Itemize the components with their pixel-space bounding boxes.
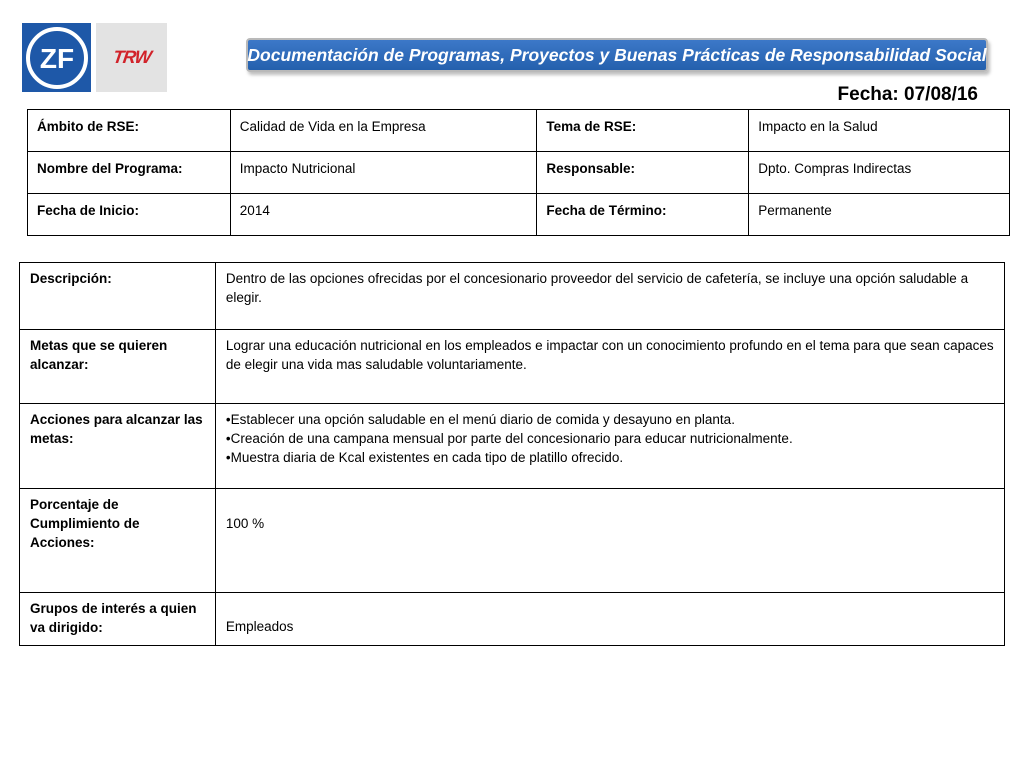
descripcion-value: Dentro de las opciones ofrecidas por el concesionario proveedor del servicio de cafetería, se incluye una opción saludable a elegir. [215,263,1004,330]
table-row [28,110,1010,152]
detail-table [19,262,1005,646]
table-row [20,489,1005,593]
list-item: •Creación de una campana mensual por parte del concesionario para educar nutricionalmente. [225,431,793,446]
inicio-value: 2014 [230,194,537,236]
summary-table [27,109,1010,236]
page-title: Documentación de Programas, Proyectos y Buenas Prácticas de Responsabilidad Social [247,44,987,65]
grupos-label: Grupos de interés a quien va dirigido: [20,593,216,646]
acciones-list [215,404,1004,489]
zf-logo-text: ZF [39,42,74,74]
zf-logo-mark [25,26,89,90]
descripcion-label: Descripción: [20,263,216,330]
table-row [20,593,1005,646]
table-row [20,263,1005,330]
acciones-label: Acciones para alcanzar las metas: [20,404,216,489]
document-date: Fecha: 07/08/16 [837,84,978,105]
responsable-value: Dpto. Compras Indirectas [749,152,1010,194]
programa-value: Impacto Nutricional [230,152,537,194]
grupos-value: Empleados [215,593,1004,646]
termino-label: Fecha de Término: [537,194,749,236]
inicio-label: Fecha de Inicio: [28,194,231,236]
table-row [28,152,1010,194]
porcentaje-label: Porcentaje de Cumplimiento de Acciones: [20,489,216,593]
porcentaje-value: 100 % [215,489,1004,593]
table-row [20,404,1005,489]
table-row [28,194,1010,236]
list-item: •Establecer una opción saludable en el menú diario de comida y desayuno en planta. [225,412,735,427]
ambito-value: Calidad de Vida en la Empresa [230,110,537,152]
tema-label: Tema de RSE: [537,110,749,152]
trw-logo-text: TRW [111,47,152,67]
responsable-label: Responsable: [537,152,749,194]
metas-label: Metas que se quieren alcanzar: [20,330,216,404]
programa-label: Nombre del Programa: [28,152,231,194]
table-row [20,330,1005,404]
list-item: •Muestra diaria de Kcal existentes en cada tipo de platillo ofrecido. [225,450,624,465]
termino-value: Permanente [749,194,1010,236]
tema-value: Impacto en la Salud [749,110,1010,152]
zf-logo [22,23,91,92]
title-banner [246,38,988,72]
metas-value: Lograr una educación nutricional en los empleados e impactar con un conocimiento profundo en el tema para que sean capaces de elegir una vida mas saludable voluntariamente. [215,330,1004,404]
ambito-label: Ámbito de RSE: [28,110,231,152]
trw-logo [96,23,167,92]
